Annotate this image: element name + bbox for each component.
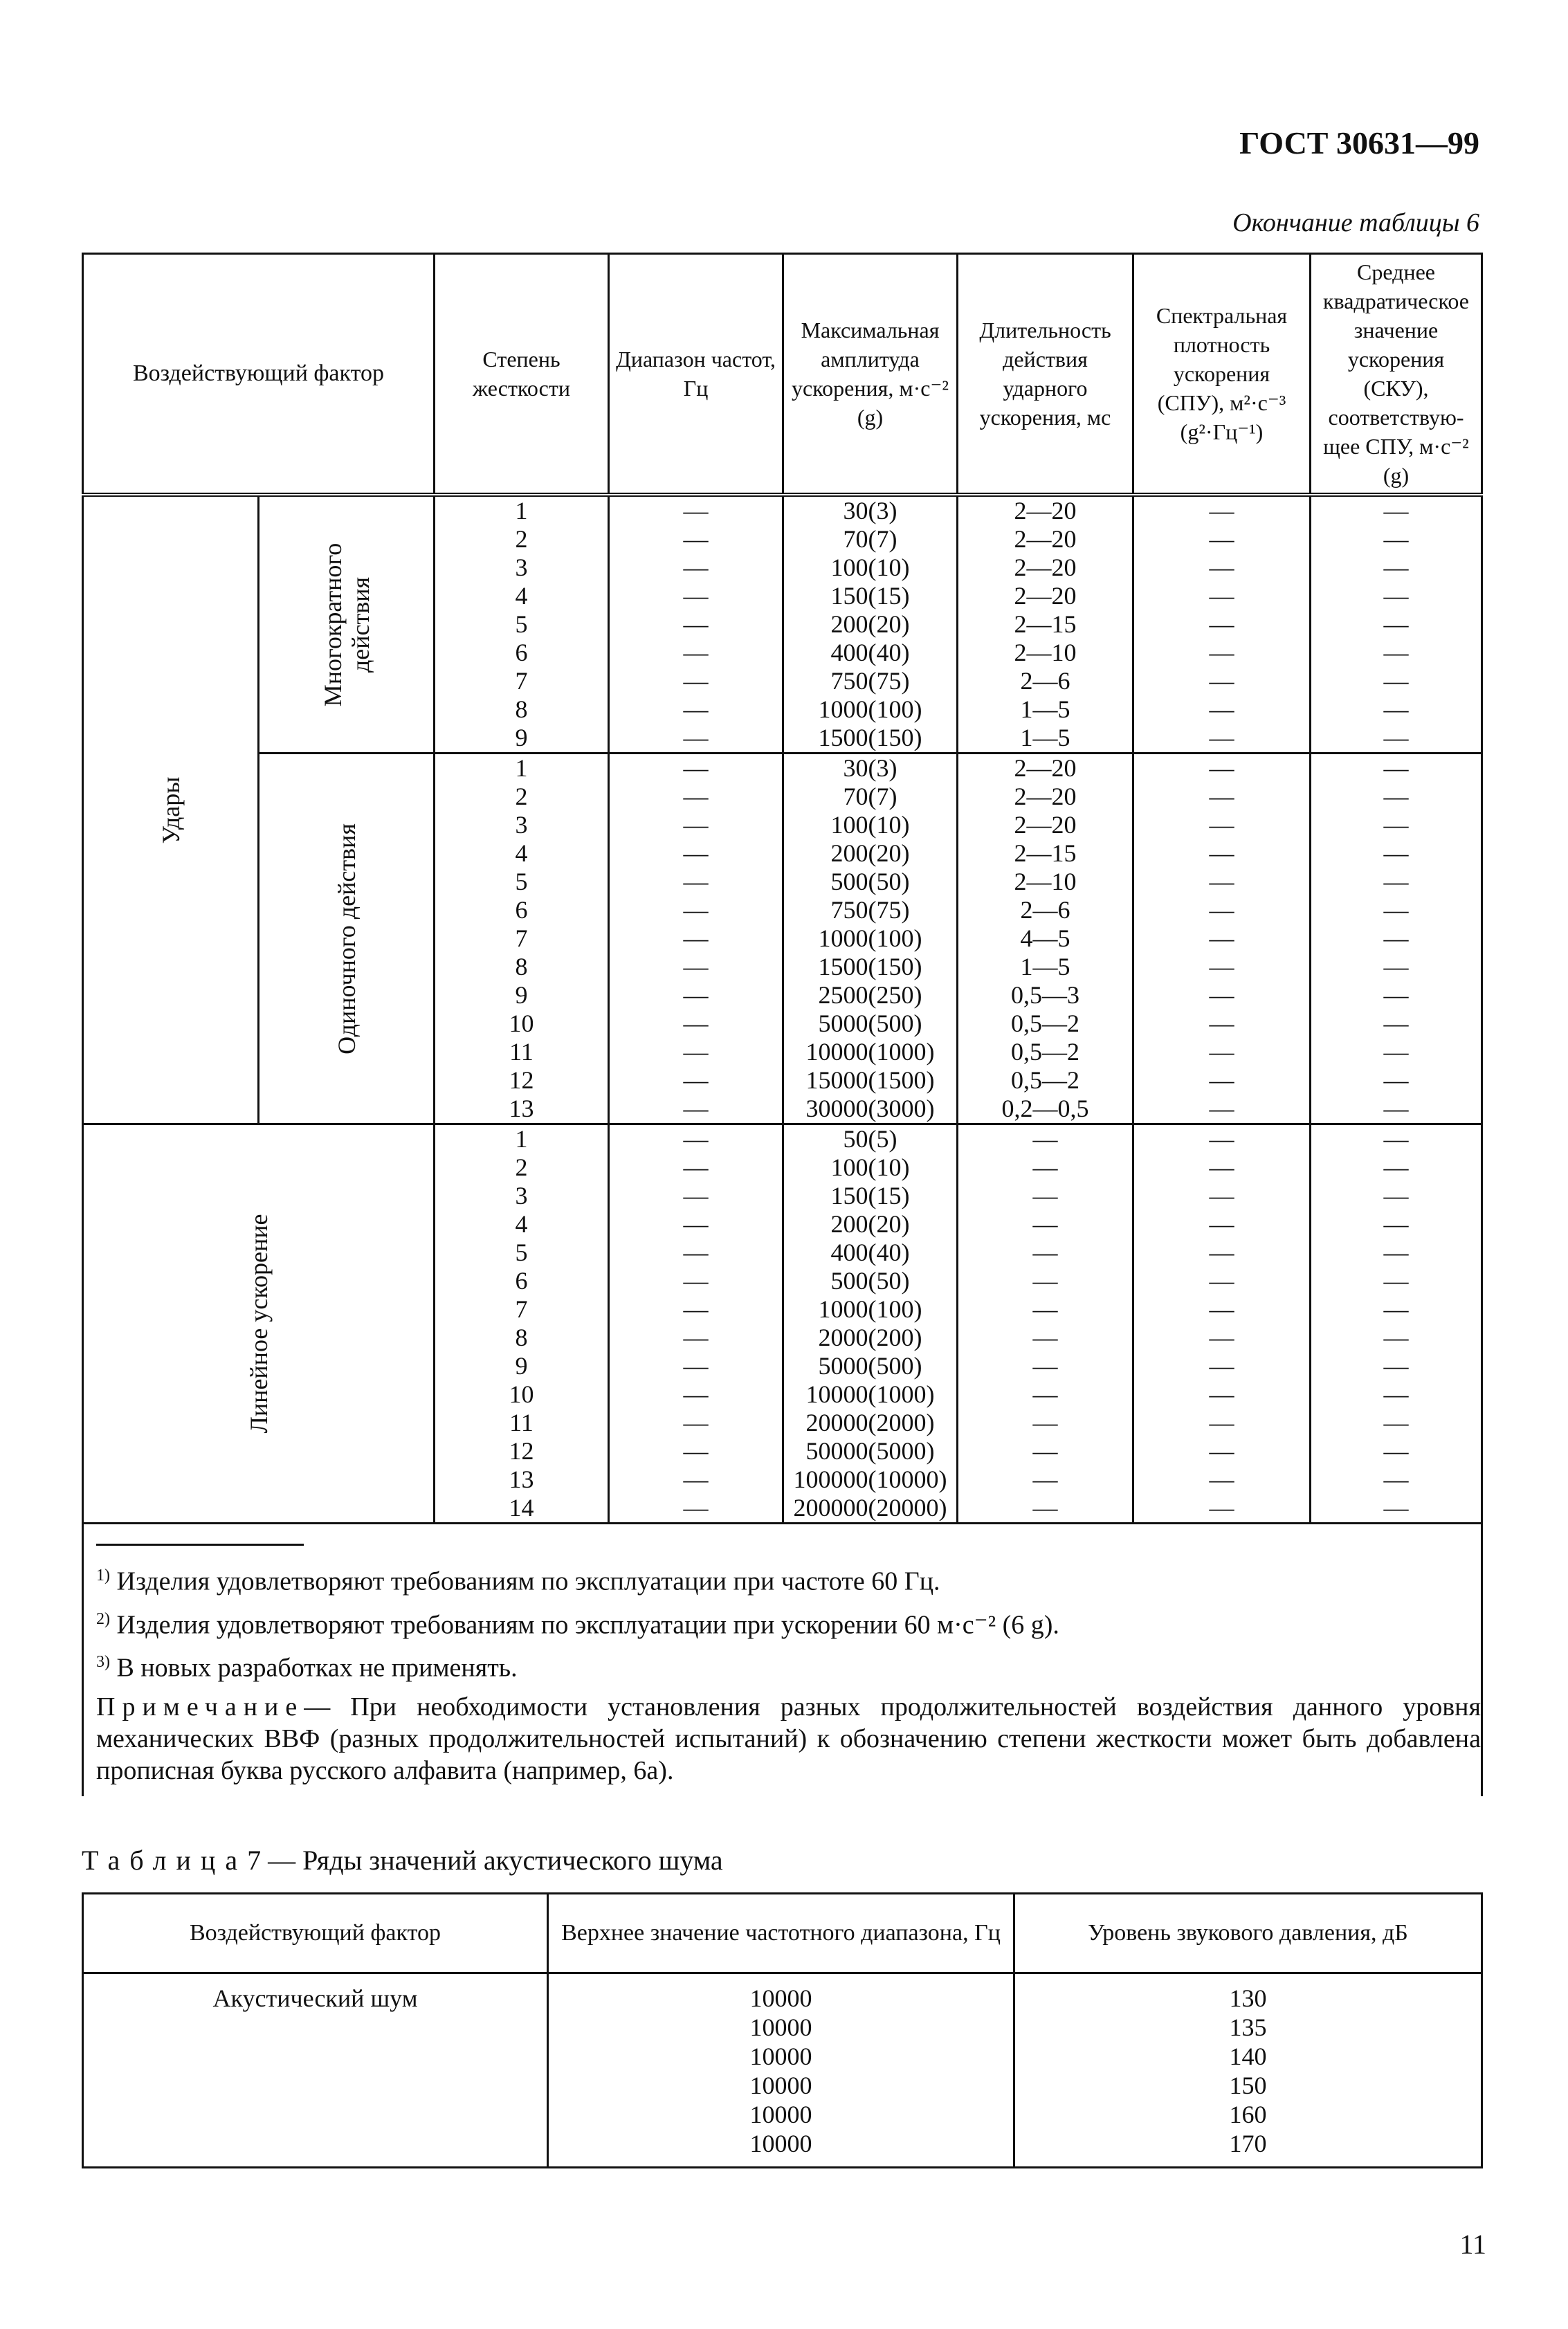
table-cell: 1000(100) bbox=[783, 924, 958, 953]
table-cell: — bbox=[1311, 1409, 1482, 1437]
table-cell: 20000(2000) bbox=[783, 1409, 958, 1437]
table-cell: 0,5—2 bbox=[958, 1010, 1133, 1038]
footnote-mark: 1) bbox=[96, 1567, 110, 1584]
note-text: — При необходимости установления разных продолжительностей воздействия данного уровня механических ВВФ (разных продолжительностей испытаний) к обозначению степени жесткости может быть добавлена прописная буква русского алфавита (например, 6а). bbox=[96, 1692, 1481, 1785]
column-header-spectral-density: Спектральная плотность ускорения (СПУ), м²·с⁻³ (g²·Гц⁻¹) bbox=[1133, 254, 1311, 495]
table-cell: 6 bbox=[435, 896, 609, 924]
table-cell: — bbox=[609, 868, 783, 896]
table-note bbox=[96, 1691, 1481, 1787]
table-cell: 1 bbox=[435, 754, 609, 783]
table-cell: 4 bbox=[435, 582, 609, 610]
table-cell: 200(20) bbox=[783, 1210, 958, 1239]
table-cell: 2 bbox=[435, 525, 609, 554]
table-cell: 10000(1000) bbox=[783, 1380, 958, 1409]
table-cell: — bbox=[1311, 1066, 1482, 1095]
table-cell: — bbox=[1133, 1409, 1311, 1437]
footnote-mark: 2) bbox=[96, 1609, 110, 1628]
table-7-title-text: 7 — Ряды значений акустического шума bbox=[247, 1845, 723, 1876]
column-header-severity: Степень жесткости bbox=[435, 254, 609, 495]
table-cell: 10000(1000) bbox=[783, 1038, 958, 1066]
table-cell: — bbox=[1311, 1210, 1482, 1239]
table-cell: 2 bbox=[435, 783, 609, 811]
table-cell: 1500(150) bbox=[783, 724, 958, 754]
table-cell: — bbox=[1311, 667, 1482, 695]
table-cell: — bbox=[1311, 1239, 1482, 1267]
table-cell: — bbox=[609, 896, 783, 924]
table-cell: 4 bbox=[435, 839, 609, 868]
table-cell: 1 bbox=[435, 495, 609, 525]
table-cell: 2—20 bbox=[958, 495, 1133, 525]
table-cell: 1—5 bbox=[958, 953, 1133, 981]
table-cell: — bbox=[958, 1324, 1133, 1352]
table-cell: — bbox=[609, 924, 783, 953]
table-cell: — bbox=[1311, 554, 1482, 582]
table-cell: 0,2—0,5 bbox=[958, 1095, 1133, 1124]
table-cell: — bbox=[609, 554, 783, 582]
table-cell: — bbox=[1133, 695, 1311, 724]
table-cell: — bbox=[1133, 1010, 1311, 1038]
table-cell: — bbox=[1311, 695, 1482, 724]
table-cell: — bbox=[1133, 1066, 1311, 1095]
level-cell bbox=[1014, 1973, 1482, 2168]
table-cell: — bbox=[609, 1124, 783, 1154]
table-cell: — bbox=[958, 1295, 1133, 1324]
table-cell: — bbox=[958, 1380, 1133, 1409]
table-cell: 14 bbox=[435, 1494, 609, 1524]
factor-cell bbox=[83, 1973, 548, 2168]
table-cell: — bbox=[609, 639, 783, 667]
table-cell: — bbox=[1133, 1153, 1311, 1182]
table-cell: — bbox=[1133, 1124, 1311, 1154]
table-cell: — bbox=[1311, 1494, 1482, 1524]
table-cell: — bbox=[609, 1038, 783, 1066]
table-cell: 4—5 bbox=[958, 924, 1133, 953]
table-cell: — bbox=[1133, 1267, 1311, 1295]
table-cell: — bbox=[1133, 754, 1311, 783]
column-header-sound-pressure: Уровень звукового давления, дБ bbox=[1014, 1894, 1482, 1973]
table-cell: 100(10) bbox=[783, 1153, 958, 1182]
table-cell: — bbox=[609, 1095, 783, 1124]
table-cell: — bbox=[1311, 1324, 1482, 1352]
table-cell: — bbox=[609, 1352, 783, 1380]
table-cell: 5 bbox=[435, 610, 609, 639]
table-cell: 2—20 bbox=[958, 582, 1133, 610]
table-cell: 7 bbox=[435, 924, 609, 953]
table-cell: — bbox=[609, 811, 783, 839]
table-cell: — bbox=[1311, 1095, 1482, 1124]
document-code: ГОСТ 30631—99 bbox=[1239, 125, 1479, 161]
footnote-1 bbox=[96, 1560, 1481, 1598]
table-cell: 1—5 bbox=[958, 724, 1133, 754]
table-cell: — bbox=[1133, 896, 1311, 924]
table-6 bbox=[82, 253, 1483, 1796]
table-cell: — bbox=[609, 1210, 783, 1239]
table-cell: 500(50) bbox=[783, 868, 958, 896]
table-6-body bbox=[83, 495, 1482, 1524]
level-value: 130 bbox=[1229, 1984, 1267, 2012]
table-cell: 2000(200) bbox=[783, 1324, 958, 1352]
table-cell: — bbox=[609, 667, 783, 695]
table-cell: 6 bbox=[435, 639, 609, 667]
table-cell: 6 bbox=[435, 1267, 609, 1295]
footnote-text: Изделия удовлетворяют требованиям по эксплуатации при частоте 60 Гц. bbox=[116, 1567, 940, 1596]
table-cell: 7 bbox=[435, 1295, 609, 1324]
note-label: Примечание bbox=[96, 1692, 304, 1721]
table-cell: — bbox=[958, 1124, 1133, 1154]
table-row bbox=[83, 1124, 1482, 1154]
table-cell: — bbox=[958, 1437, 1133, 1465]
footnote-text: Изделия удовлетворяют требованиям по эксплуатации при ускорении 60 м·с⁻² (6 g). bbox=[116, 1610, 1059, 1640]
table-cell: — bbox=[1133, 811, 1311, 839]
table-cell: — bbox=[1311, 1182, 1482, 1210]
table-cell: — bbox=[1133, 1295, 1311, 1324]
table-cell: — bbox=[609, 1066, 783, 1095]
table-cell: — bbox=[1133, 1038, 1311, 1066]
subgroup-cell bbox=[259, 495, 435, 754]
table-cell: — bbox=[1311, 1352, 1482, 1380]
table-cell: — bbox=[1311, 953, 1482, 981]
table-cell: — bbox=[1311, 1153, 1482, 1182]
subgroup-label: Линейное ускорение bbox=[244, 1214, 273, 1434]
frequency-value: 10000 bbox=[749, 2130, 812, 2157]
table-cell: 50(5) bbox=[783, 1124, 958, 1154]
table-cell: 30000(3000) bbox=[783, 1095, 958, 1124]
frequency-value: 10000 bbox=[749, 1984, 812, 2012]
table-cell: 10 bbox=[435, 1380, 609, 1409]
table-cell: — bbox=[1133, 1324, 1311, 1352]
table-cell: 200(20) bbox=[783, 839, 958, 868]
frequency-value: 10000 bbox=[749, 2072, 812, 2099]
table-cell: — bbox=[1133, 525, 1311, 554]
table-cell: — bbox=[1133, 1095, 1311, 1124]
table-cell: — bbox=[609, 695, 783, 724]
table-cell: 50000(5000) bbox=[783, 1437, 958, 1465]
table-cell: 12 bbox=[435, 1066, 609, 1095]
table-cell: — bbox=[1311, 525, 1482, 554]
table-cell: 200000(20000) bbox=[783, 1494, 958, 1524]
table-cell: 2—10 bbox=[958, 868, 1133, 896]
table-cell: 400(40) bbox=[783, 1239, 958, 1267]
table-cell: — bbox=[1133, 724, 1311, 754]
table-cell: 5000(500) bbox=[783, 1352, 958, 1380]
table-cell: — bbox=[1311, 896, 1482, 924]
page-number: 11 bbox=[1459, 2229, 1486, 2260]
table-cell: — bbox=[1311, 495, 1482, 525]
table-cell: — bbox=[609, 1153, 783, 1182]
table-cell: 2—20 bbox=[958, 783, 1133, 811]
table-cell: 5 bbox=[435, 868, 609, 896]
table-cell: 100(10) bbox=[783, 811, 958, 839]
table-cell: — bbox=[958, 1182, 1133, 1210]
column-header-upper-frequency: Верхнее значение частотного диапазона, Гц bbox=[548, 1894, 1014, 1973]
factor-group-label: Удары bbox=[156, 776, 185, 843]
table-cell: — bbox=[1133, 953, 1311, 981]
subgroup-cell bbox=[259, 754, 435, 1124]
table-cell: — bbox=[1311, 1267, 1482, 1295]
table-cell: — bbox=[1311, 981, 1482, 1010]
table-cell: — bbox=[1133, 610, 1311, 639]
column-header-duration: Длительность действия ударного ускорения, мс bbox=[958, 254, 1133, 495]
table-cell: — bbox=[609, 754, 783, 783]
table-cell: — bbox=[958, 1210, 1133, 1239]
table-cell: 2—20 bbox=[958, 754, 1133, 783]
table-cell: — bbox=[609, 1010, 783, 1038]
table-cell: 4 bbox=[435, 1210, 609, 1239]
table-cell: 70(7) bbox=[783, 783, 958, 811]
table-cell: — bbox=[609, 724, 783, 754]
table-cell: — bbox=[1133, 1437, 1311, 1465]
table-cell: 0,5—3 bbox=[958, 981, 1133, 1010]
table-cell: 3 bbox=[435, 1182, 609, 1210]
table-cell: 70(7) bbox=[783, 525, 958, 554]
table-cell: — bbox=[1311, 839, 1482, 868]
frequency-value: 10000 bbox=[749, 2043, 812, 2070]
table-cell: — bbox=[958, 1239, 1133, 1267]
table-cell: 500(50) bbox=[783, 1267, 958, 1295]
table-cell: 2—20 bbox=[958, 811, 1133, 839]
table-cell: — bbox=[609, 525, 783, 554]
table-cell: — bbox=[1133, 667, 1311, 695]
factor-group-cell bbox=[83, 495, 259, 1124]
footnote-3 bbox=[96, 1646, 1481, 1684]
table-cell: — bbox=[609, 1182, 783, 1210]
table-7-title bbox=[82, 1844, 723, 1876]
frequency-cell bbox=[548, 1973, 1014, 2168]
factor-value: Акустический шум bbox=[212, 1984, 418, 2012]
table-cell: 150(15) bbox=[783, 582, 958, 610]
table-cell: 100000(10000) bbox=[783, 1465, 958, 1494]
table-cell: — bbox=[609, 1437, 783, 1465]
table-cell: — bbox=[609, 1465, 783, 1494]
table-cell: 0,5—2 bbox=[958, 1066, 1133, 1095]
table-cell: 12 bbox=[435, 1437, 609, 1465]
table-cell: 2 bbox=[435, 1153, 609, 1182]
table-cell: — bbox=[609, 495, 783, 525]
table-cell: — bbox=[958, 1409, 1133, 1437]
table-cell: 1—5 bbox=[958, 695, 1133, 724]
table-cell: 15000(1500) bbox=[783, 1066, 958, 1095]
table-cell: — bbox=[1133, 1352, 1311, 1380]
table-cell: 1000(100) bbox=[783, 695, 958, 724]
frequency-value: 10000 bbox=[749, 2101, 812, 2128]
table-cell: 8 bbox=[435, 953, 609, 981]
table-cell: 1500(150) bbox=[783, 953, 958, 981]
footnote-mark: 3) bbox=[96, 1653, 110, 1672]
table-cell: — bbox=[609, 1380, 783, 1409]
column-header-factor: Воздействующий фактор bbox=[83, 254, 435, 495]
table-cell: — bbox=[1133, 1182, 1311, 1210]
table-row bbox=[83, 495, 1482, 525]
table-cell: — bbox=[958, 1494, 1133, 1524]
table-cell: — bbox=[609, 1409, 783, 1437]
table-7-title-word: Таблица bbox=[82, 1845, 248, 1876]
table-cell: 750(75) bbox=[783, 667, 958, 695]
table-cell: — bbox=[958, 1465, 1133, 1494]
table-cell: 3 bbox=[435, 811, 609, 839]
table-cell: — bbox=[1133, 868, 1311, 896]
table-cell: — bbox=[609, 610, 783, 639]
subgroup-label: Одиночного действия bbox=[332, 823, 361, 1054]
table-cell: 100(10) bbox=[783, 554, 958, 582]
frequency-value: 10000 bbox=[749, 2013, 812, 2041]
table-cell: — bbox=[1133, 1210, 1311, 1239]
table-cell: — bbox=[609, 783, 783, 811]
table-cell: — bbox=[609, 839, 783, 868]
table-cell: 200(20) bbox=[783, 610, 958, 639]
table-continuation-caption: Окончание таблицы 6 bbox=[1232, 208, 1479, 237]
table-cell: — bbox=[1133, 981, 1311, 1010]
table-cell: — bbox=[609, 1239, 783, 1267]
table-cell: 9 bbox=[435, 1352, 609, 1380]
table-cell: 2—6 bbox=[958, 667, 1133, 695]
table-6-notes bbox=[83, 1524, 1482, 1796]
table-cell: 13 bbox=[435, 1095, 609, 1124]
table-cell: — bbox=[609, 981, 783, 1010]
table-cell: — bbox=[1311, 1437, 1482, 1465]
table-cell: — bbox=[1133, 783, 1311, 811]
level-value: 135 bbox=[1229, 2013, 1267, 2041]
table-cell: — bbox=[1311, 783, 1482, 811]
table-cell: — bbox=[1311, 1124, 1482, 1154]
table-cell: — bbox=[1311, 924, 1482, 953]
table-cell: — bbox=[1311, 610, 1482, 639]
table-cell: — bbox=[1311, 754, 1482, 783]
table-cell: 30(3) bbox=[783, 754, 958, 783]
subgroup-label: Многократного действия bbox=[318, 542, 374, 706]
table-cell: 150(15) bbox=[783, 1182, 958, 1210]
table-cell: — bbox=[1311, 1380, 1482, 1409]
level-value: 140 bbox=[1229, 2043, 1267, 2070]
table-cell: — bbox=[609, 1494, 783, 1524]
table-cell: — bbox=[1133, 554, 1311, 582]
table-cell: — bbox=[1133, 1380, 1311, 1409]
table-row bbox=[83, 754, 1482, 783]
table-cell: — bbox=[1311, 582, 1482, 610]
table-cell: — bbox=[958, 1352, 1133, 1380]
table-cell: 8 bbox=[435, 695, 609, 724]
table-cell: 2—15 bbox=[958, 839, 1133, 868]
table-cell: 400(40) bbox=[783, 639, 958, 667]
table-cell: — bbox=[609, 1267, 783, 1295]
table-cell: — bbox=[1311, 1295, 1482, 1324]
table-cell: 5000(500) bbox=[783, 1010, 958, 1038]
column-header-factor: Воздействующий фактор bbox=[83, 1894, 548, 1973]
table-cell: 1 bbox=[435, 1124, 609, 1154]
column-header-rms: Среднее квадратическое значение ускорения (СКУ), соответствующее СПУ, м·с⁻² (g) bbox=[1311, 254, 1482, 495]
table-cell: — bbox=[1311, 1010, 1482, 1038]
table-cell: 750(75) bbox=[783, 896, 958, 924]
table-cell: — bbox=[1311, 724, 1482, 754]
table-cell: — bbox=[609, 582, 783, 610]
column-header-frequency-range: Диапазон частот, Гц bbox=[609, 254, 783, 495]
table-cell: 2—20 bbox=[958, 525, 1133, 554]
table-cell: 3 bbox=[435, 554, 609, 582]
table-cell: 7 bbox=[435, 667, 609, 695]
table-cell: 2—15 bbox=[958, 610, 1133, 639]
subgroup-cell bbox=[83, 1124, 435, 1524]
table-cell: — bbox=[1133, 924, 1311, 953]
footnote-separator bbox=[96, 1544, 304, 1546]
table-cell: — bbox=[958, 1153, 1133, 1182]
table-cell: 11 bbox=[435, 1038, 609, 1066]
table-7 bbox=[82, 1892, 1483, 2168]
table-cell: 2—20 bbox=[958, 554, 1133, 582]
table-cell: 9 bbox=[435, 724, 609, 754]
table-cell: 30(3) bbox=[783, 495, 958, 525]
table-cell: 0,5—2 bbox=[958, 1038, 1133, 1066]
table-cell: — bbox=[1311, 639, 1482, 667]
footnote-2 bbox=[96, 1603, 1481, 1641]
table-cell: — bbox=[1133, 582, 1311, 610]
table-cell: — bbox=[1133, 1465, 1311, 1494]
table-cell: 2500(250) bbox=[783, 981, 958, 1010]
table-cell: — bbox=[1133, 639, 1311, 667]
table-cell: 8 bbox=[435, 1324, 609, 1352]
table-cell: — bbox=[1133, 1239, 1311, 1267]
table-cell: — bbox=[609, 953, 783, 981]
table-cell: 2—10 bbox=[958, 639, 1133, 667]
table-cell: — bbox=[958, 1267, 1133, 1295]
table-cell: — bbox=[1311, 1038, 1482, 1066]
table-cell: 13 bbox=[435, 1465, 609, 1494]
footnote-text: В новых разработках не применять. bbox=[116, 1653, 518, 1683]
table-cell: — bbox=[1133, 495, 1311, 525]
table-cell: — bbox=[609, 1324, 783, 1352]
table-cell: — bbox=[1133, 839, 1311, 868]
table-cell: — bbox=[1311, 811, 1482, 839]
table-cell: 1000(100) bbox=[783, 1295, 958, 1324]
table-cell: 11 bbox=[435, 1409, 609, 1437]
level-value: 150 bbox=[1229, 2072, 1267, 2099]
level-value: 160 bbox=[1229, 2101, 1267, 2128]
table-cell: — bbox=[1311, 868, 1482, 896]
column-header-max-acceleration: Максимальная амплитуда ускорения, м·с⁻² (g) bbox=[783, 254, 958, 495]
table-cell: — bbox=[1311, 1465, 1482, 1494]
table-cell: — bbox=[1133, 1494, 1311, 1524]
table-cell: 9 bbox=[435, 981, 609, 1010]
table-cell: — bbox=[609, 1295, 783, 1324]
table-cell: 5 bbox=[435, 1239, 609, 1267]
table-cell: 2—6 bbox=[958, 896, 1133, 924]
table-cell: 10 bbox=[435, 1010, 609, 1038]
level-value: 170 bbox=[1229, 2130, 1267, 2157]
